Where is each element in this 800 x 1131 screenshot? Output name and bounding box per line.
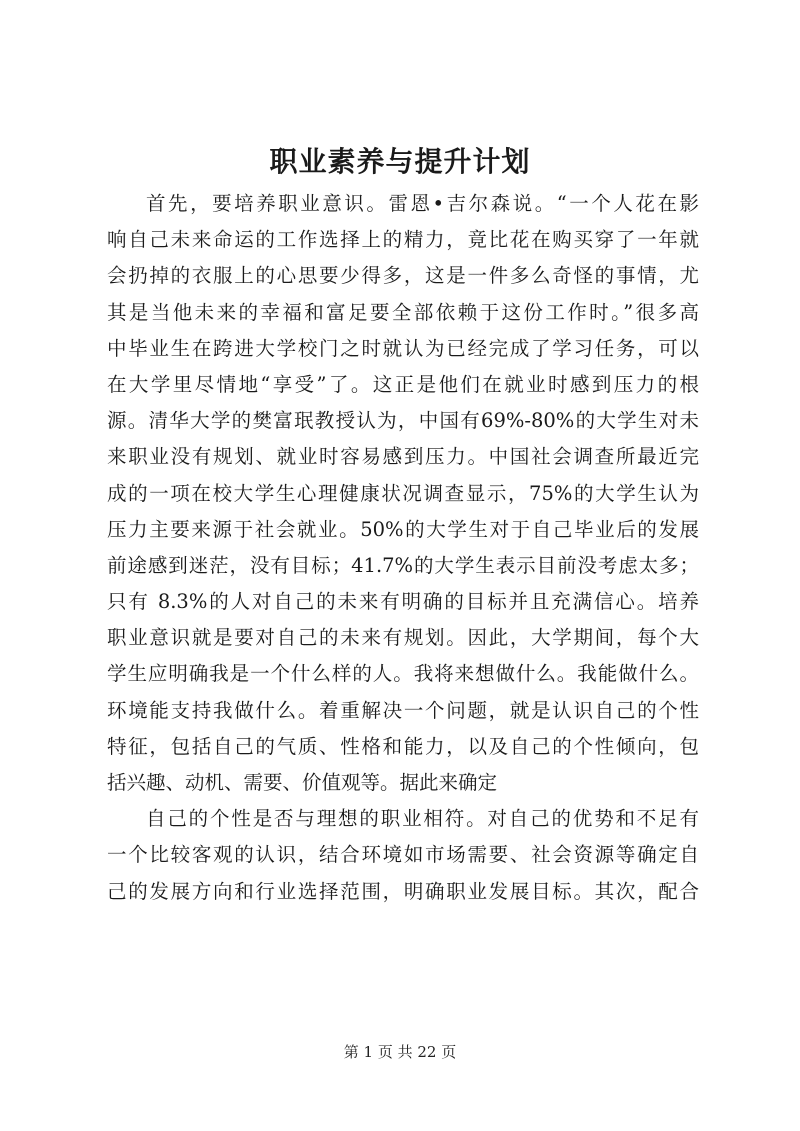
text-line: 己的发展方向和行业选择范围，明确职业发展目标。其次，配合 bbox=[107, 879, 699, 903]
text-line: 中毕业生在跨进大学校门之时就认为已经完成了学习任务，可以 bbox=[107, 336, 699, 360]
page-number-footer: 第 1 页 共 22 页 bbox=[343, 1043, 457, 1061]
text-line: 会扔掉的衣服上的心思要少得多，这是一件多么奇怪的事情，尤 bbox=[107, 264, 699, 288]
paragraph-1 bbox=[107, 186, 699, 801]
text-line: 职业意识就是要对自己的未来有规划。因此，大学期间，每个大 bbox=[107, 626, 699, 650]
text-line: 首先，要培养职业意识。雷恩•吉尔森说。“一个人花在影 bbox=[146, 192, 699, 215]
document-body bbox=[107, 186, 699, 910]
text-line: 自己的个性是否与理想的职业相符。对自己的优势和不足有 bbox=[146, 807, 699, 831]
text-line: 成的一项在校大学生心理健康状况调查显示，75%的大学生认为 bbox=[107, 481, 699, 505]
text-line: 其是当他未来的幸福和富足要全部依赖于这份工作时。”很多高 bbox=[107, 300, 699, 324]
text-line: 只有 8.3%的人对自己的未来有明确的目标并且充满信心。培养 bbox=[107, 590, 699, 614]
text-line: 特征，包括自己的气质、性格和能力，以及自己的个性倾向，包 bbox=[107, 734, 699, 758]
text-line: 响自己未来命运的工作选择上的精力，竟比花在购买穿了一年就 bbox=[107, 228, 699, 252]
text-line: 在大学里尽情地“享受”了。这正是他们在就业时感到压力的根 bbox=[107, 372, 699, 396]
text-line: 学生应明确我是一个什么样的人。我将来想做什么。我能做什么。 bbox=[107, 662, 699, 686]
text-line: 环境能支持我做什么。着重解决一个问题，就是认识自己的个性 bbox=[107, 698, 699, 722]
text-line: 前途感到迷茫，没有目标；41.7%的大学生表示目前没考虑太多； bbox=[107, 553, 699, 577]
paragraph-2 bbox=[107, 801, 699, 910]
text-line: 括兴趣、动机、需要、价值观等。据此来确定 bbox=[107, 771, 498, 794]
text-line: 来职业没有规划、就业时容易感到压力。中国社会调查所最近完 bbox=[107, 445, 699, 469]
text-line: 源。清华大学的樊富珉教授认为，中国有69%-80%的大学生对未 bbox=[107, 409, 699, 433]
text-line: 一个比较客观的认识，结合环境如市场需要、社会资源等确定自 bbox=[107, 843, 699, 867]
document-title: 职业素养与提升计划 bbox=[269, 145, 531, 178]
text-line: 压力主要来源于社会就业。50%的大学生对于自己毕业后的发展 bbox=[107, 517, 699, 541]
